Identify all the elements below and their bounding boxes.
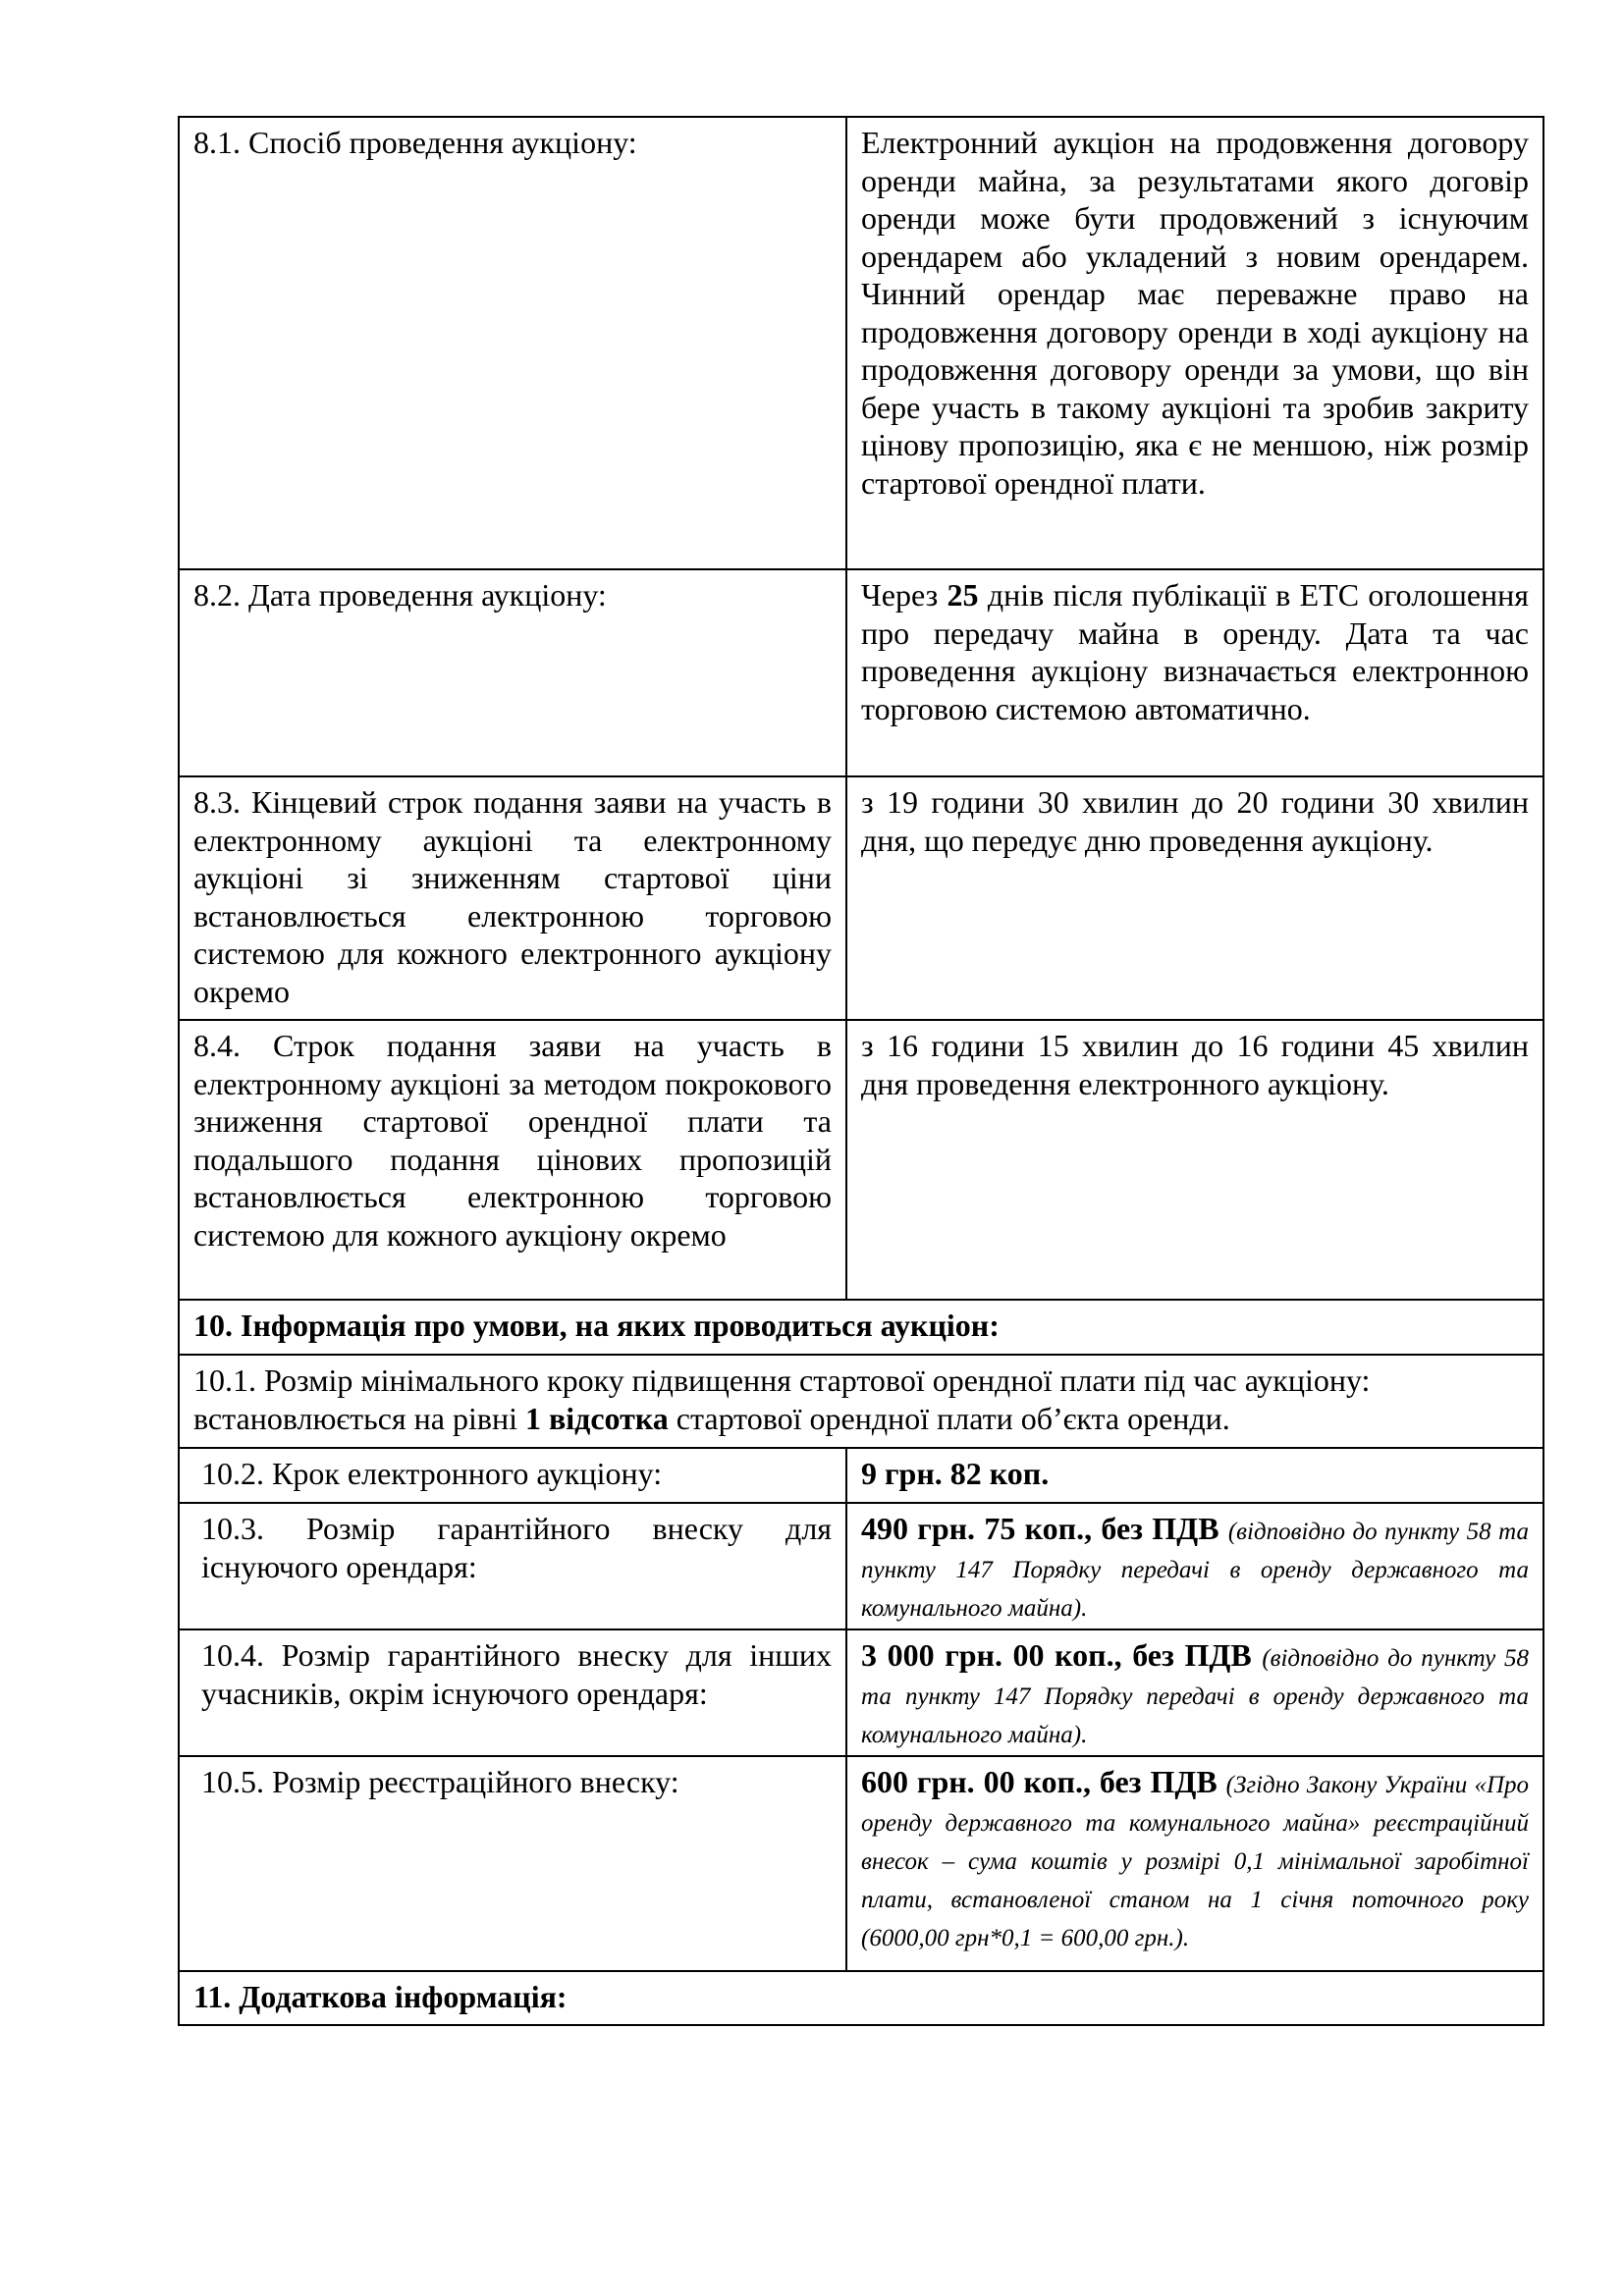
section-10-heading-cell bbox=[179, 1300, 1543, 1355]
row-8-3-value: з 19 години 30 хвилин до 20 години 30 хвилин дня, що передує дню проведення аукціону. bbox=[861, 784, 1529, 858]
row-8-1-value-cell bbox=[846, 117, 1543, 569]
row-10-3-value-amount: 490 грн. 75 коп., без ПДВ bbox=[861, 1511, 1219, 1546]
row-8-2-value-cell bbox=[846, 569, 1543, 776]
row-10-1-cell bbox=[179, 1355, 1543, 1448]
section-10-heading: 10. Інформація про умови, на яких проводиться аукціон: bbox=[193, 1308, 1000, 1343]
row-8-3-value-cell bbox=[846, 776, 1543, 1020]
row-8-4-value: з 16 години 15 хвилин до 16 години 45 хвилин дня проведення електронного аукціону. bbox=[861, 1028, 1529, 1101]
table-row-8-4 bbox=[179, 1020, 1543, 1300]
row-10-2-label-cell bbox=[179, 1448, 846, 1503]
section-11-heading-cell bbox=[179, 1971, 1543, 2025]
row-10-3-label: 10.3. Розмір гарантійного внеску для існуючого орендаря: bbox=[201, 1511, 832, 1584]
row-10-2-label: 10.2. Крок електронного аукціону: bbox=[201, 1456, 663, 1491]
row-10-4-value-note: (відповідно до пункту 58 та пункту 147 Порядку передачі в оренду державного та комунального майна). bbox=[861, 1645, 1530, 1748]
row-8-3-label: 8.3. Кінцевий строк подання заяви на участь в електронному аукціоні та електронному аукціоні зі зниженням стартової ціни встановлюється електронною торговою системою для кожного електронного аукціону окремо bbox=[193, 784, 832, 1009]
table-row-10-1 bbox=[179, 1355, 1543, 1448]
table-row-10-4 bbox=[179, 1629, 1543, 1756]
row-10-5-value-amount: 600 грн. 00 коп., без ПДВ bbox=[861, 1764, 1218, 1799]
row-8-2-value-prefix: Через bbox=[861, 577, 939, 613]
table-row-8-2 bbox=[179, 569, 1543, 776]
section-11-heading-row bbox=[179, 1971, 1543, 2025]
row-8-1-label-cell bbox=[179, 117, 846, 569]
row-10-1-text-suffix: стартової орендної плати об’єкта оренди. bbox=[676, 1400, 1230, 1436]
row-10-3-value-cell bbox=[846, 1503, 1543, 1629]
row-8-2-value-days: 25 bbox=[947, 577, 979, 613]
section-10-heading-row bbox=[179, 1300, 1543, 1355]
row-8-4-label: 8.4. Строк подання заяви на участь в електронному аукціоні за методом покрокового зниження стартової орендної плати та подальшого подання цінових пропозицій встановлюється електронною торговою системою для кожного аукціону окремо bbox=[193, 1028, 832, 1253]
row-10-5-label-cell bbox=[179, 1756, 846, 1971]
row-8-2-label: 8.2. Дата проведення аукціону: bbox=[193, 577, 607, 613]
row-10-1-text-bold: 1 відсотка bbox=[524, 1400, 669, 1436]
row-10-4-value-amount: 3 000 грн. 00 коп., без ПДВ bbox=[861, 1637, 1252, 1673]
table-row-8-1 bbox=[179, 117, 1543, 569]
row-8-3-label-cell bbox=[179, 776, 846, 1020]
row-8-2-label-cell bbox=[179, 569, 846, 776]
row-10-2-value-cell bbox=[846, 1448, 1543, 1503]
table-row-10-3 bbox=[179, 1503, 1543, 1629]
table-row-8-3 bbox=[179, 776, 1543, 1020]
row-8-4-value-cell bbox=[846, 1020, 1543, 1300]
row-10-4-label-cell bbox=[179, 1629, 846, 1756]
row-10-1-text-prefix: 10.1. Розмір мінімального кроку підвищення стартової орендної плати під час аукціону: встановлюється на рівні bbox=[193, 1362, 1371, 1436]
row-10-2-value: 9 грн. 82 коп. bbox=[861, 1456, 1050, 1491]
row-10-3-label-cell bbox=[179, 1503, 846, 1629]
row-10-5-label: 10.5. Розмір реєстраційного внеску: bbox=[201, 1764, 679, 1799]
row-10-3-value-note: (відповідно до пункту 58 та пункту 147 Порядку передачі в оренду державного та комунального майна). bbox=[861, 1519, 1530, 1622]
row-10-5-value-cell bbox=[846, 1756, 1543, 1971]
section-11-heading: 11. Додаткова інформація: bbox=[193, 1979, 568, 2014]
row-8-1-value: Електронний аукціон на продовження договору оренди майна, за результатами якого договір оренди може бути продовжений з існуючим орендарем або укладений з новим орендарем. Чинний орендар має переважне право на продовження договору оренди в ході аукціону на продовження договору оренди за умови, що він бере участь в такому аукціоні та зробив закриту цінову пропозицію, яка є не меншою, ніж розмір стартової орендної плати. bbox=[861, 125, 1529, 501]
row-8-2-value-suffix: днів після публікації в ЕТС оголошення про передачу майна в оренду. Дата та час проведення аукціону визначається електронною торговою системою автоматично. bbox=[861, 577, 1530, 726]
row-10-4-label: 10.4. Розмір гарантійного внеску для інших учасників, окрім існуючого орендаря: bbox=[201, 1637, 832, 1711]
row-8-1-label: 8.1. Спосіб проведення аукціону: bbox=[193, 125, 637, 160]
row-10-5-value-note: (Згідно Закону України «Про оренду державного та комунального майна» реєстраційний внесок – сума коштів у розмірі 0,1 мінімальної заробітної плати, встановленої станом на 1 січня поточного року (6000,00 грн*0,1 = 600,00 грн.). bbox=[861, 1772, 1529, 1951]
auction-terms-table bbox=[178, 116, 1544, 2026]
table-row-10-2 bbox=[179, 1448, 1543, 1503]
row-8-4-label-cell bbox=[179, 1020, 846, 1300]
row-10-4-value-cell bbox=[846, 1629, 1543, 1756]
table-row-10-5 bbox=[179, 1756, 1543, 1971]
